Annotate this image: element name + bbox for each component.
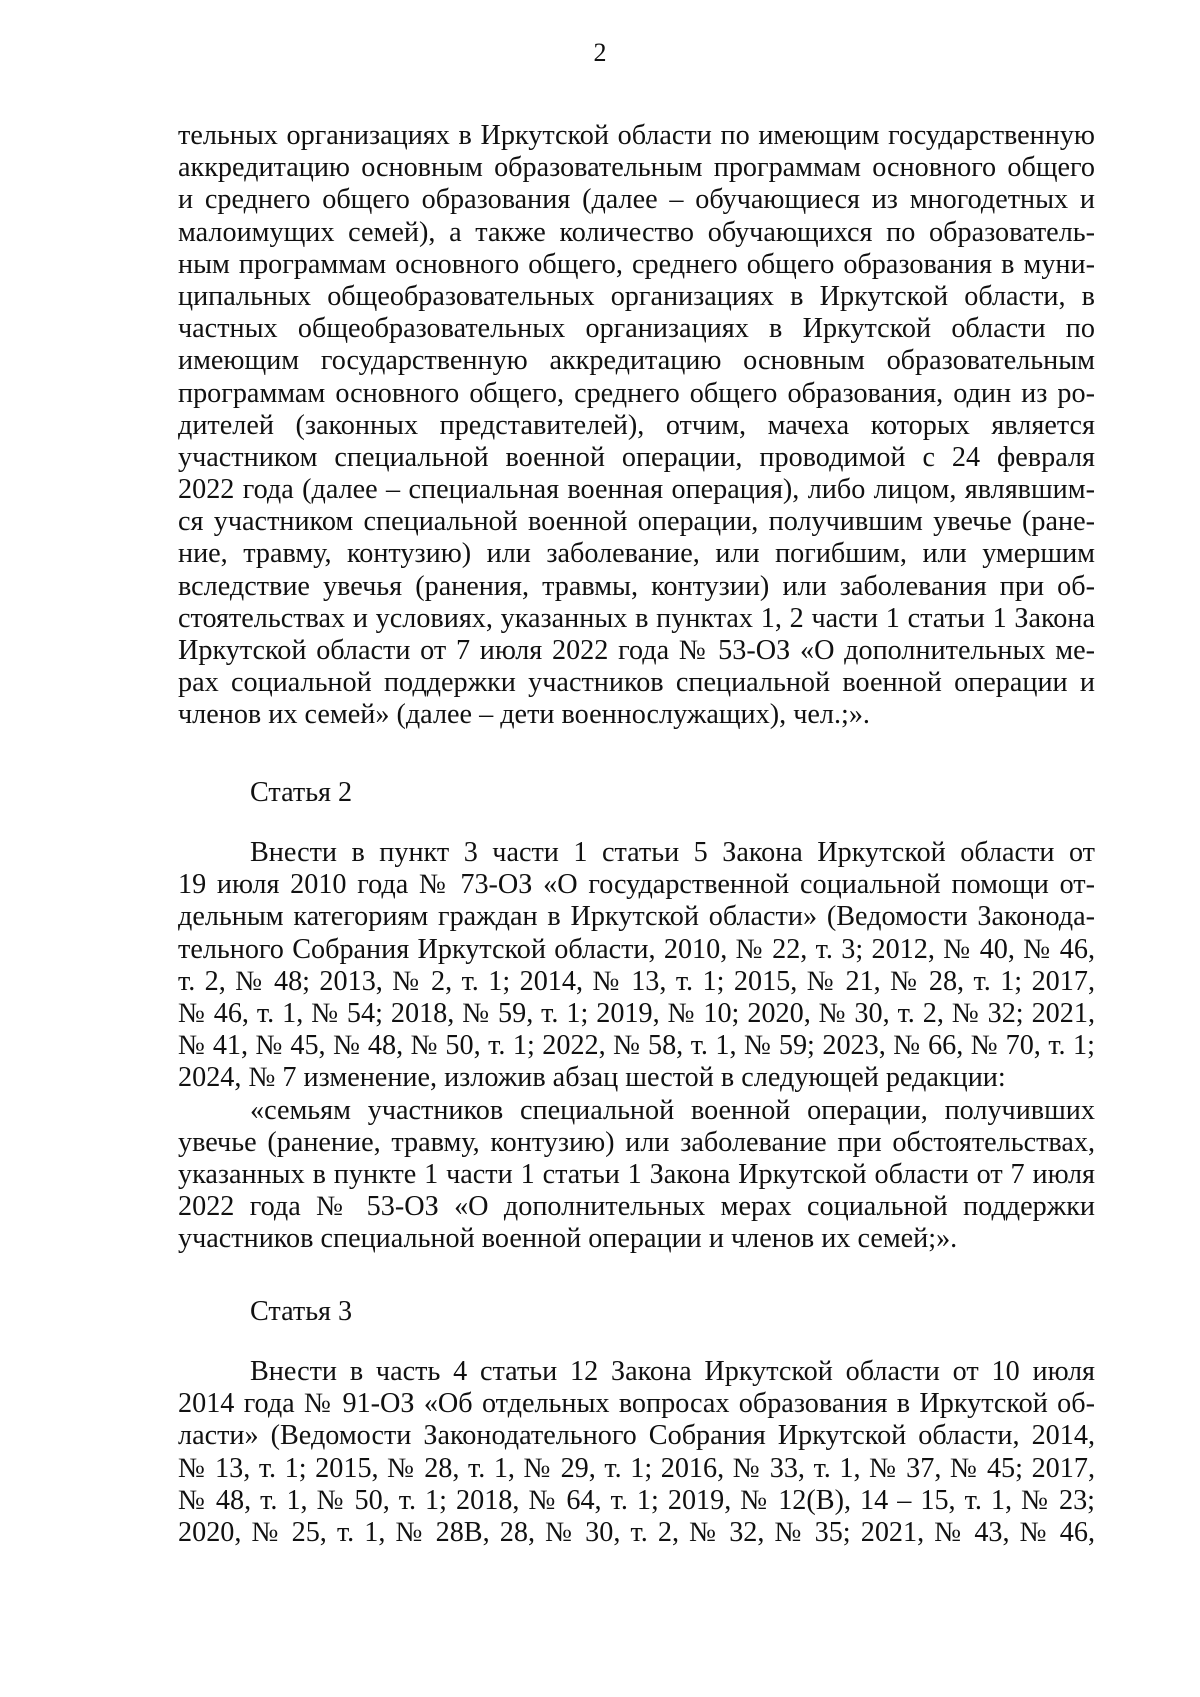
text-line: имеющим государственную аккредитацию основным образовательным <box>178 345 1095 377</box>
text-line: малоимущих семей), а также количество обучающихся по образователь- <box>178 216 1095 248</box>
text-line: членов их семей» (далее – дети военнослужащих), чел.;». <box>178 699 870 731</box>
text-line: 2020, № 25, т. 1, № 28В, 28, № 30, т. 2, № 32, № 35; 2021, № 43, № 46, <box>178 1516 1095 1548</box>
text-line: № 46, т. 1, № 54; 2018, № 59, т. 1; 2019, № 10; 2020, № 30, т. 2, № 32; 2021, <box>178 997 1095 1029</box>
text-line: Внести в часть 4 статьи 12 Закона Иркутской области от 10 июля <box>250 1356 1095 1387</box>
article-3-heading: Статья 3 <box>250 1296 353 1327</box>
text-line: участников специальной военной операции и членов их семей;». <box>178 1223 958 1255</box>
article-2-heading: Статья 2 <box>250 777 353 808</box>
text-line: Иркутской области от 7 июля 2022 года № 53-ОЗ «О дополнительных ме- <box>178 635 1095 666</box>
text-line: ципальных общеобразовательных организациях в Иркутской области, в <box>178 280 1095 312</box>
text-line: вследствие увечья (ранения, травмы, контузии) или заболевания при об- <box>178 570 1095 602</box>
article-2-body <box>178 837 1095 1255</box>
text-line: стоятельствах и условиях, указанных в пунктах 1, 2 части 1 статьи 1 Закона <box>178 602 1095 634</box>
text-line: т. 2, № 48; 2013, № 2, т. 1; 2014, № 13, т. 1; 2015, № 21, № 28, т. 1; 2017, <box>178 965 1095 997</box>
text-line: ласти» (Ведомости Законодательного Собрания Иркутской области, 2014, <box>178 1420 1095 1452</box>
text-line: «семьям участников специальной военной операции, получивших <box>250 1094 1095 1126</box>
text-line: ся участником специальной военной операции, получившим увечье (ране- <box>178 506 1095 538</box>
text-line: увечье (ранение, травму, контузию) или заболевание при обстоятельствах, <box>178 1126 1095 1158</box>
text-line: и среднего общего образования (далее – обучающиеся из многодетных и <box>178 184 1095 216</box>
text-line: 19 июля 2010 года № 73-ОЗ «О государственной социальной помощи от- <box>178 869 1095 901</box>
text-line: тельного Собрания Иркутской области, 2010, № 22, т. 3; 2012, № 40, № 46, <box>178 933 1095 965</box>
paragraph-continuation <box>178 120 1095 732</box>
text-line: программам основного общего, среднего общего образования, один из ро- <box>178 377 1095 409</box>
page-number: 2 <box>593 38 607 67</box>
text-line: тельных организациях в Иркутской области по имеющим государственную <box>178 120 1095 151</box>
text-line: № 48, т. 1, № 50, т. 1; 2018, № 64, т. 1; 2019, № 12(В), 14 – 15, т. 1, № 23; <box>178 1484 1095 1516</box>
text-line: дителей (законных представителей), отчим, мачеха которых является <box>178 409 1095 441</box>
text-line: рах социальной поддержки участников специальной военной операции и <box>178 667 1095 699</box>
text-line: 2022 года № 53-ОЗ «О дополнительных мерах социальной поддержки <box>178 1191 1095 1223</box>
text-line: ние, травму, контузию) или заболевание, или погибшим, или умершим <box>178 538 1095 570</box>
text-line: аккредитацию основным образовательным программам основного общего <box>178 152 1095 184</box>
text-line: 2014 года № 91-ОЗ «Об отдельных вопросах образования в Иркутской об- <box>178 1388 1095 1420</box>
article-3-body <box>178 1356 1095 1549</box>
text-line: Внести в пункт 3 части 1 статьи 5 Закона Иркутской области от <box>250 837 1095 868</box>
text-line: частных общеобразовательных организациях в Иркутской области по <box>178 313 1095 345</box>
text-line: дельным категориям граждан в Иркутской области» (Ведомости Законода- <box>178 901 1095 933</box>
text-line: № 13, т. 1; 2015, № 28, т. 1, № 29, т. 1; 2016, № 33, т. 1, № 37, № 45; 2017, <box>178 1452 1095 1484</box>
text-line: № 41, № 45, № 48, № 50, т. 1; 2022, № 58, т. 1, № 59; 2023, № 66, № 70, т. 1; <box>178 1030 1095 1062</box>
text-line: ным программам основного общего, среднего общего образования в муни- <box>178 248 1095 280</box>
text-line: 2024, № 7 изменение, изложив абзац шестой в следующей редакции: <box>178 1062 1006 1094</box>
text-line: указанных в пункте 1 части 1 статьи 1 Закона Иркутской области от 7 июля <box>178 1158 1095 1190</box>
text-line: 2022 года (далее – специальная военная операция), либо лицом, являвшим- <box>178 474 1095 506</box>
text-line: участником специальной военной операции, проводимой с 24 февраля <box>178 441 1095 473</box>
